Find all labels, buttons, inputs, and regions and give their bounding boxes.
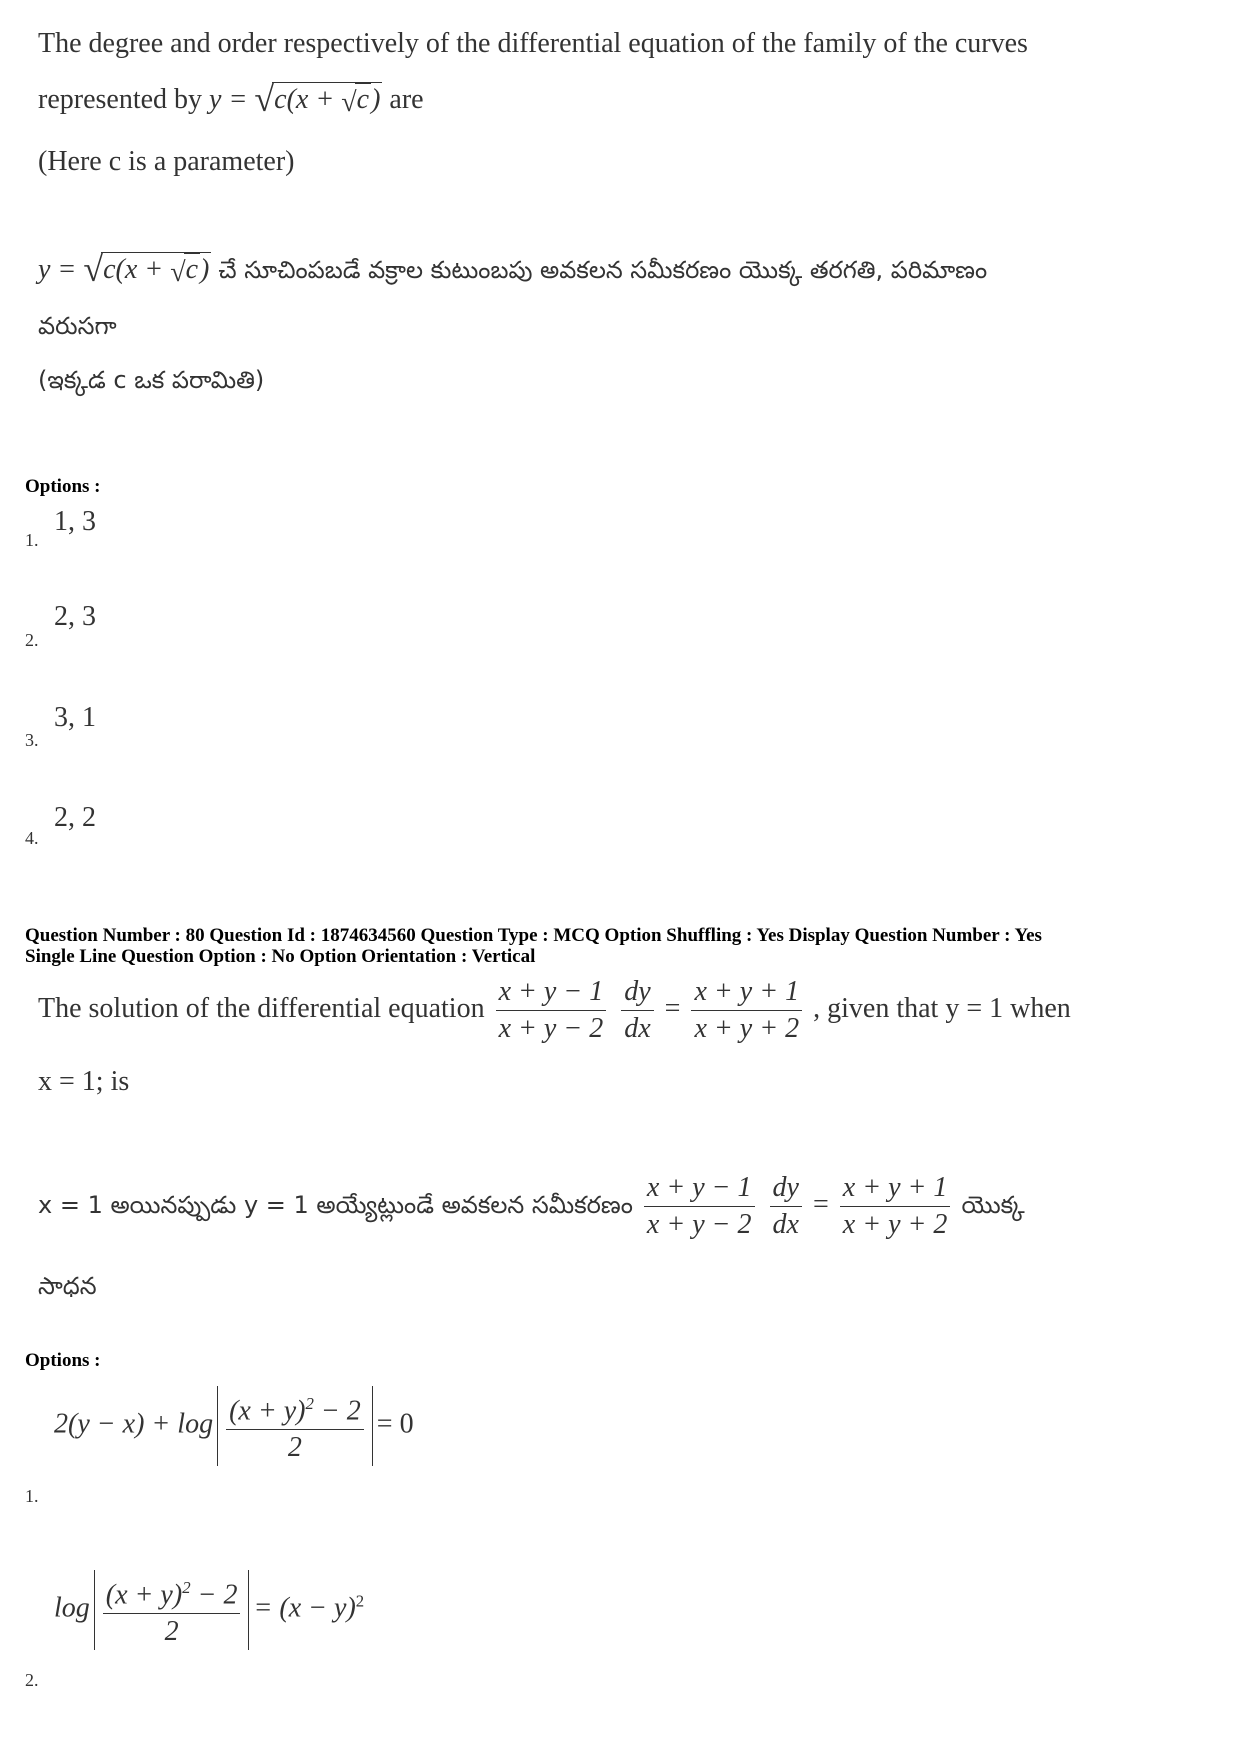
question-80-text-en-line1: The solution of the differential equation $\frac{x + y - 1}{x + y - 2}$ $\frac{dy}{dx}$ = $\frac{x + y + 1}{x + y + 2}$ , given that y = 1 when — [38, 974, 1071, 1047]
question-79-text-te-line3: (ఇక్కడ c ఒక పరామితి) — [38, 366, 265, 394]
q79-option-3-number: 3. — [25, 730, 39, 750]
question-79-text-te-line2: వరుసగా — [38, 312, 117, 340]
q79-options-label: Options : — [25, 476, 101, 497]
q80-option-2-lead: log — [54, 1592, 90, 1624]
q79-suffix: are — [389, 84, 424, 115]
frac-xy-minus: $\frac{x + y - 1}{x + y - 2}$ — [496, 974, 607, 1047]
q80-te-suffix: యొక్క — [961, 1190, 1025, 1219]
frac-abs: $\frac{(x + y)^2 - 2}{2}$ — [103, 1570, 241, 1650]
q80-option-2-number: 2. — [25, 1670, 39, 1690]
q80-options-label: Options : — [25, 1350, 101, 1371]
frac-dy-dx: $\frac{dy}{dx}$ — [621, 974, 653, 1047]
q79-option-2-value[interactable]: 2, 3 — [54, 601, 96, 632]
q80-prefix: The solution of the differential equation — [38, 992, 485, 1024]
abs-bar-left — [94, 1570, 95, 1650]
question-80-meta-line1: Question Number : 80 Question Id : 1874634560 Question Type : MCQ Option Shuffling : Yes Display Question Number : Yes — [25, 925, 1042, 946]
abs-bar-left — [217, 1386, 218, 1466]
question-80-meta-line2: Single Line Question Option : No Option Orientation : Vertical — [25, 946, 536, 967]
frac-abs: $\frac{(x + y)^2 - 2}{2}$ — [226, 1386, 364, 1466]
question-79-text-te-line1 — [38, 248, 987, 290]
q80-option-1-lead: 2(y − x) + log — [54, 1408, 214, 1440]
q80-option-2-tail: = (x − y) — [253, 1592, 356, 1624]
q79-option-4-number: 4. — [25, 828, 39, 848]
q79-prefix: represented by — [38, 84, 203, 115]
q79-te-line1-text: చే సూచింపబడే వక్రాల కుటుంబపు అవకలన సమీకరణం యొక్క తరగతి, పరిమాణం — [218, 256, 988, 284]
q79-option-4-value[interactable]: 2, 2 — [54, 802, 96, 833]
q79-option-2-number: 2. — [25, 630, 39, 650]
question-79-text-en-line1: The degree and order respectively of the differential equation of the family of the curves — [38, 28, 1028, 59]
q80-te-prefix: x = 1 అయినప్పుడు y = 1 అయ్యేట్లుండే అవకలన సమీకరణం — [38, 1190, 633, 1219]
q80-option-1-tail: = 0 — [376, 1408, 414, 1440]
question-80-text-te-line1: x = 1 అయినప్పుడు y = 1 అయ్యేట్లుండే అవకలన సమీకరణం $\frac{x + y - 1}{x + y - 2}$ $\frac{dy}{dx}$ = $\frac{x + y + 1}{x + y + 2}$ యొక్క — [38, 1170, 1025, 1243]
frac-xy-plus: $\frac{x + y + 1}{x + y + 2}$ — [691, 974, 802, 1047]
frac-xy-minus-te: $\frac{x + y - 1}{x + y - 2}$ — [644, 1170, 755, 1243]
q80-option-1-number: 1. — [25, 1486, 39, 1506]
q80-suffix: , given that y = 1 when — [813, 992, 1071, 1024]
abs-bar-right — [372, 1386, 373, 1466]
formula-y-eq-sqrt-te: y = √c(x + √c) — [38, 249, 210, 289]
question-79-text-en-line2 — [38, 78, 424, 120]
frac-xy-plus-te: $\frac{x + y + 1}{x + y + 2}$ — [840, 1170, 951, 1243]
q79-option-3-value[interactable]: 3, 1 — [54, 702, 96, 733]
question-80-text-en-line2: x = 1; is — [38, 1066, 130, 1097]
q79-option-1-number: 1. — [25, 530, 39, 550]
q79-option-1-value[interactable]: 1, 3 — [54, 506, 96, 537]
question-80-text-te-line2: సాధన — [38, 1272, 97, 1300]
abs-bar-right — [248, 1570, 249, 1650]
formula-y-eq-sqrt: y = √c(x + √c) — [209, 79, 381, 119]
question-79-text-en-line3: (Here c is a parameter) — [38, 146, 295, 177]
frac-dy-dx-te: $\frac{dy}{dx}$ — [770, 1170, 802, 1243]
q80-option-2-value[interactable]: log $\frac{(x + y)^2 - 2}{2}$ = $(x - y)^2$ — [54, 1570, 364, 1650]
q80-option-1-value[interactable] — [54, 1386, 414, 1466]
